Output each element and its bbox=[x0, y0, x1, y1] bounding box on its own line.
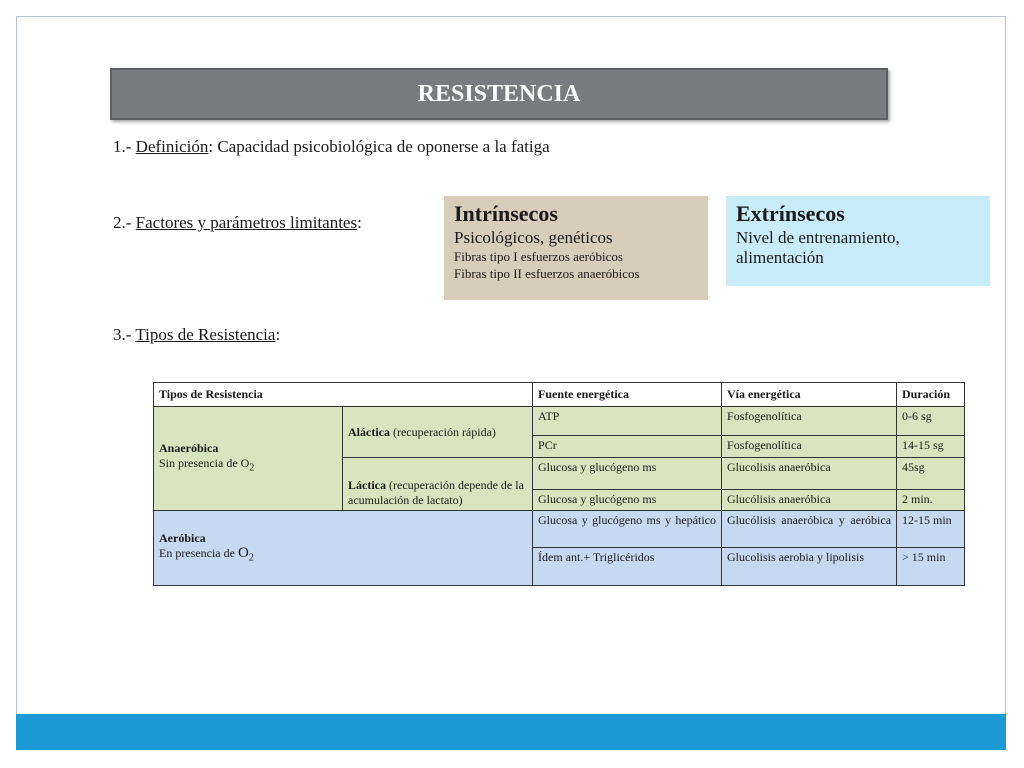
alactic-desc: (recuperación rápida) bbox=[389, 424, 496, 439]
definition-term: Definición bbox=[135, 137, 209, 156]
intrinsic-line-1: Psicológicos, genéticos bbox=[454, 228, 613, 247]
aerobic-name: Aeróbica bbox=[159, 530, 206, 545]
types-term: Tipos de Resistencia bbox=[135, 325, 276, 344]
anaerobic-desc: Sin presencia de O bbox=[159, 456, 250, 471]
lactic-desc: (recuperación depende de la acumulación de lactato) bbox=[348, 478, 524, 507]
table-header-row bbox=[154, 383, 965, 407]
duracion-cell: 2 min. bbox=[897, 490, 965, 511]
anaerobic-cell bbox=[154, 407, 343, 511]
via-cell: Fosfogenolítica bbox=[722, 407, 897, 436]
extrinsic-line-2: alimentación bbox=[736, 248, 824, 267]
table-row bbox=[154, 407, 965, 436]
duracion-cell: 45sg bbox=[897, 458, 965, 490]
duracion-cell: 14-15 sg bbox=[897, 436, 965, 458]
definition-text: : Capacidad psicobiológica de oponerse a la fatiga bbox=[208, 137, 550, 156]
extrinsic-line-1: Nivel de entrenamiento, bbox=[736, 228, 900, 247]
factors-colon: : bbox=[357, 213, 362, 232]
header-fuente: Fuente energética bbox=[533, 383, 722, 407]
factors-term: Factores y parámetros limitantes bbox=[135, 213, 358, 232]
intrinsic-line-2: Fibras tipo I esfuerzos aeróbicos bbox=[454, 249, 623, 264]
types-number: 3.- bbox=[113, 325, 136, 344]
lactic-name: Láctica bbox=[348, 478, 386, 492]
bottom-accent-bar bbox=[16, 714, 1006, 750]
anaerobic-sub: 2 bbox=[249, 462, 255, 474]
slide-title: RESISTENCIA bbox=[417, 80, 581, 107]
via-cell: Glucolisis aerobia y lipolisis bbox=[722, 548, 897, 586]
alactic-cell bbox=[343, 407, 533, 458]
aerobic-desc: En presencia de bbox=[159, 545, 238, 560]
definition-number: 1.- bbox=[113, 137, 136, 156]
fuente-cell: Glucosa y glucógeno ms bbox=[533, 458, 722, 490]
fuente-cell: Glucosa y glucógeno ms y hepático bbox=[533, 511, 722, 548]
via-cell: Fosfogenolítica bbox=[722, 436, 897, 458]
intrinsic-heading: Intrínsecos bbox=[454, 201, 558, 226]
types-colon: : bbox=[275, 325, 281, 344]
fuente-cell: Ídem ant.+ Triglicéridos bbox=[533, 548, 722, 586]
aerobic-o: O bbox=[237, 544, 249, 561]
fuente-cell: PCr bbox=[533, 436, 722, 458]
definition-line bbox=[113, 137, 550, 157]
alactic-name: Aláctica bbox=[348, 424, 390, 439]
anaerobic-name: Anaeróbica bbox=[159, 441, 219, 456]
fuente-cell: ATP bbox=[533, 407, 722, 436]
via-cell: Glucolisis anaeróbica bbox=[722, 458, 897, 490]
lactic-cell bbox=[343, 458, 533, 511]
duracion-cell: 0-6 sg bbox=[897, 407, 965, 436]
header-via: Vía energética bbox=[722, 383, 897, 407]
title-banner bbox=[110, 68, 888, 120]
duracion-cell: 12-15 min bbox=[897, 511, 965, 548]
via-cell: Glucólisis anaeróbica y aeróbica bbox=[722, 511, 897, 548]
extrinsic-heading: Extrínsecos bbox=[736, 201, 845, 226]
factors-number: 2.- bbox=[113, 213, 136, 232]
header-tipos: Tipos de Resistencia bbox=[154, 383, 533, 407]
types-line bbox=[113, 325, 280, 345]
intrinsic-factors-box bbox=[444, 196, 708, 300]
intrinsic-line-3: Fibras tipo II esfuerzos anaeróbicos bbox=[454, 266, 640, 281]
factors-line bbox=[113, 213, 362, 233]
duracion-cell: > 15 min bbox=[897, 548, 965, 586]
fuente-cell: Glucosa y glucógeno ms bbox=[533, 490, 722, 511]
aerobic-cell bbox=[154, 511, 533, 586]
resistance-types-table bbox=[153, 382, 965, 586]
via-cell: Glucólisis anaeróbica bbox=[722, 490, 897, 511]
extrinsic-factors-box bbox=[726, 196, 990, 286]
header-duracion: Duración bbox=[897, 383, 965, 407]
aerobic-sub: 2 bbox=[248, 552, 254, 564]
table-row bbox=[154, 511, 965, 548]
